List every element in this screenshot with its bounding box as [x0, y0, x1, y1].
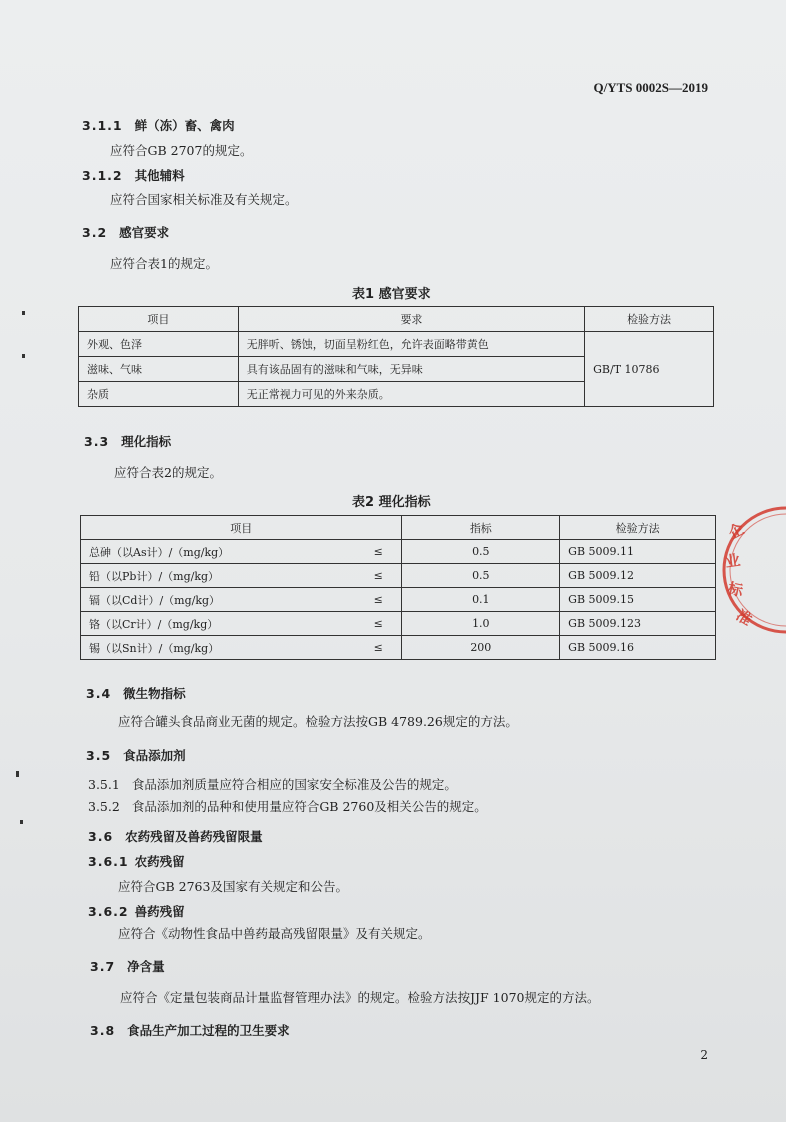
section-3-4-body: 应符合罐头食品商业无菌的规定。检验方法按GB 4789.26规定的方法。 [118, 714, 518, 729]
section-3-7-body: 应符合《定量包装商品计量监督管理办法》的规定。检验方法按JJF 1070规定的方法。 [120, 990, 600, 1005]
table1-header-item: 项目 [79, 307, 239, 332]
section-3-4-heading [86, 684, 186, 702]
section-number: 3.1.2 [82, 168, 123, 183]
section-title: 兽药残留 [134, 904, 185, 919]
table2-op-cell: ≤ [355, 588, 402, 612]
section-number: 3.6 [88, 829, 114, 844]
table1-caption: 表1 感官要求 [352, 287, 431, 302]
section-number: 3.6.2 [88, 904, 129, 919]
section-number: 3.6.1 [88, 854, 129, 869]
section-title: 食品添加剂 [123, 748, 186, 763]
section-3-6-2-heading [88, 902, 185, 920]
section-3-5-2 [88, 797, 487, 815]
table2-method-cell: GB 5009.11 [560, 540, 716, 564]
section-title: 感官要求 [119, 225, 170, 240]
table1-req-cell: 无胖听、锈蚀，切面呈粉红色，允许表面略带黄色 [238, 332, 584, 357]
table2-item-cell: 铬（以Cr计）/（mg/kg） [81, 612, 356, 636]
table-row [81, 564, 716, 588]
svg-text:业: 业 [724, 551, 742, 571]
section-3-6-2-body: 应符合《动物性食品中兽药最高残留限量》及有关规定。 [118, 926, 431, 941]
section-3-1-1-heading [82, 116, 235, 134]
table2-op-cell: ≤ [355, 612, 402, 636]
table2-method-cell: GB 5009.15 [560, 588, 716, 612]
svg-text:标: 标 [726, 579, 745, 601]
section-3-5-1 [88, 775, 457, 793]
company-seal-stamp [716, 505, 786, 635]
section-3-5-heading [86, 746, 186, 764]
section-number: 3.1.1 [82, 118, 123, 133]
table2-item-cell: 总砷（以As计）/（mg/kg） [81, 540, 356, 564]
page-number: 2 [700, 1048, 708, 1062]
table-row [81, 588, 716, 612]
section-number: 3.3 [84, 434, 110, 449]
section-title: 其他辅料 [134, 168, 185, 183]
table1-header-method: 检验方法 [585, 307, 714, 332]
section-number: 3.5.2 [88, 799, 120, 814]
table1-item-cell: 杂质 [79, 382, 239, 407]
svg-text:准: 准 [732, 606, 756, 630]
table1 [78, 306, 714, 407]
section-3-7-heading [90, 957, 165, 975]
table2-value-cell: 200 [402, 636, 560, 660]
table1-item-cell: 滋味、气味 [79, 357, 239, 382]
table-row [81, 540, 716, 564]
section-title: 净含量 [127, 959, 165, 974]
section-title: 理化指标 [121, 434, 172, 449]
section-3-2-heading [82, 223, 169, 241]
table-row [79, 332, 714, 357]
section-number: 3.2 [82, 225, 108, 240]
standard-number: Q/YTS 0002S—2019 [593, 80, 708, 95]
table1-header-row [79, 307, 714, 332]
section-3-3-body: 应符合表2的规定。 [114, 465, 222, 480]
table2-header-method: 检验方法 [560, 516, 716, 540]
section-title: 农药残留及兽药残留限量 [125, 829, 263, 844]
table2-item-cell: 镉（以Cd计）/（mg/kg） [81, 588, 356, 612]
section-number: 3.5 [86, 748, 112, 763]
section-3-8-heading [90, 1021, 290, 1039]
table2-header-item: 项目 [81, 516, 402, 540]
section-body: 食品添加剂质量应符合相应的国家安全标准及公告的规定。 [131, 777, 457, 792]
table1-item-cell: 外观、色泽 [79, 332, 239, 357]
table2-item-cell: 锡（以Sn计）/（mg/kg） [81, 636, 356, 660]
table2-op-cell: ≤ [355, 636, 402, 660]
table2-op-cell: ≤ [355, 564, 402, 588]
table1-req-cell: 具有该品固有的滋味和气味，无异味 [238, 357, 584, 382]
table1-req-cell: 无正常视力可见的外来杂质。 [238, 382, 584, 407]
table2-method-cell: GB 5009.12 [560, 564, 716, 588]
section-3-1-1-body: 应符合GB 2707的规定。 [110, 143, 253, 158]
table-row [81, 636, 716, 660]
section-number: 3.4 [86, 686, 112, 701]
table2-item-cell: 铅（以Pb计）/（mg/kg） [81, 564, 356, 588]
table2-value-cell: 0.5 [402, 564, 560, 588]
section-3-6-heading [88, 827, 263, 845]
table-row [81, 612, 716, 636]
section-title: 鲜（冻）畜、禽肉 [134, 118, 235, 133]
table2-header-index: 指标 [402, 516, 560, 540]
section-number: 3.5.1 [88, 777, 120, 792]
binding-mark [22, 311, 25, 315]
section-number: 3.8 [90, 1023, 116, 1038]
table2-caption: 表2 理化指标 [352, 495, 431, 510]
section-3-6-1-body: 应符合GB 2763及国家有关规定和公告。 [118, 879, 348, 894]
table1-header-req: 要求 [238, 307, 584, 332]
binding-mark [16, 771, 19, 777]
table2-method-cell: GB 5009.16 [560, 636, 716, 660]
table2-value-cell: 1.0 [402, 612, 560, 636]
section-title: 农药残留 [134, 854, 185, 869]
section-3-2-body: 应符合表1的规定。 [110, 256, 218, 271]
section-3-1-2-body: 应符合国家相关标准及有关规定。 [110, 192, 298, 207]
table2-value-cell: 0.1 [402, 588, 560, 612]
table2-value-cell: 0.5 [402, 540, 560, 564]
table2-op-cell: ≤ [355, 540, 402, 564]
section-3-3-heading [84, 432, 171, 450]
table1-method-cell: GB/T 10786 [585, 332, 714, 407]
svg-text:企: 企 [725, 519, 748, 543]
section-body: 食品添加剂的品种和使用量应符合GB 2760及相关公告的规定。 [131, 799, 487, 814]
table2-header-row [81, 516, 716, 540]
binding-mark [22, 354, 25, 358]
section-title: 食品生产加工过程的卫生要求 [127, 1023, 290, 1038]
section-3-6-1-heading [88, 852, 185, 870]
section-3-1-2-heading [82, 166, 185, 184]
section-title: 微生物指标 [123, 686, 186, 701]
table2-method-cell: GB 5009.123 [560, 612, 716, 636]
section-number: 3.7 [90, 959, 116, 974]
binding-mark [20, 820, 23, 824]
table2 [80, 515, 716, 660]
